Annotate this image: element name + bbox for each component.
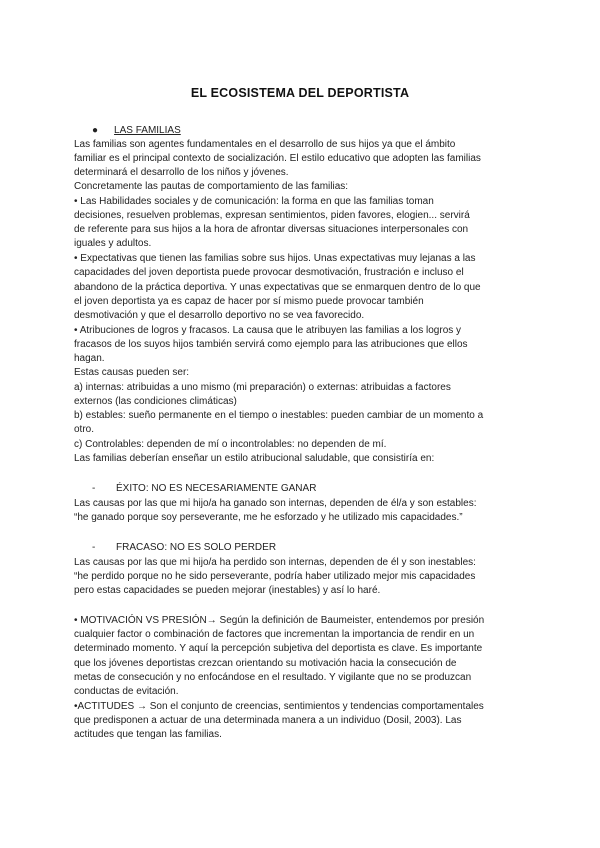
text-line: iguales y adultos. [74,238,152,249]
text-line: pero estas capacidades se pueden mejorar (inestables) y así lo haré. [74,585,381,596]
text-line: c) Controlables: dependen de mí o incontrolables: no dependen de mí. [74,439,387,450]
text-line: cualquier factor o combinación de factores que incrementan la importancia de rendir en un [74,629,475,640]
text-line: capacidades del joven deportista puede provocar desmotivación, frustración e incluso el [74,267,464,278]
text-line: Las familias son agentes fundamentales en el desarrollo de sus hijos ya que el ámbito [74,139,456,150]
text-line: Las familias deberían enseñar un estilo atribucional saludable, que consistiría en: [74,453,435,464]
text-line: que los jóvenes deportistas crezcan orientando su motivación hacia la consecución de [74,658,457,669]
text-line: Las causas por las que mi hijo/a ha perdido son internas, dependen de él y son inestables: [74,557,476,568]
page-title: EL ECOSISTEMA DEL DEPORTISTA [190,86,410,100]
text-line: actitudes que tengan las familias. [74,729,222,740]
text-line: hagan. [74,353,105,364]
text-line: b) estables: sueño permanente en el tiempo o inestables: pueden cambiar de un momento a [74,410,484,421]
text-line: a) internas: atribuidas a uno mismo (mi preparación) o externas: atribuidas a factores [74,382,451,393]
text-line: • MOTIVACIÓN VS PRESIÓN→ Según la definición de Baumeister, entendemos por presión [74,615,485,626]
text-line: abandono de la práctica deportiva. Y unas expectativas que se enmarquen dentro de lo que [74,282,481,293]
text-line: determinará el desarrollo de los niños y jóvenes. [74,167,289,178]
text-line: • Atribuciones de logros y fracasos. La causa que le atribuyen las familias a los logros y [74,325,462,336]
text-line: Concretamente las pautas de comportamiento de las familias: [74,181,349,192]
text-line: de referente para sus hijos a la hora de afrontar diversas situaciones interpersonales con [74,224,469,235]
text-line: que predisponen a actuar de una determinada manera a un individuo (Dosil, 2003). Las [74,715,462,726]
text-line: decisiones, resuelven problemas, expresan sentimientos, piden favores, elogien... servirá [74,210,470,221]
text-line: “he perdido porque no he sido perseverante, podría haber utilizado mejor mis capacidades [74,571,476,582]
section-heading-familias [92,124,181,138]
subheading-fracaso-text: FRACASO: NO ES SOLO PERDER [116,542,277,553]
text-line: metas de consecución y no enfocándose en el resultado. Y vigilante que no se produzcan [74,672,472,683]
text-line: “he ganado porque soy perseverante, me he esforzado y he utilizado mis capacidades.” [74,512,463,523]
subheading-fracaso [92,541,276,555]
subheading-exito [92,482,316,496]
dash-marker: - [92,542,96,553]
subheading-exito-text: ÉXITO: NO ES NECESARIAMENTE GANAR [116,483,317,494]
text-line: •ACTITUDES → Son el conjunto de creencias, sentimientos y tendencias comportamentales [74,701,484,712]
dash-marker: - [92,483,96,494]
text-line: • Las Habilidades sociales y de comunicación: la forma en que las familias toman [74,196,434,207]
text-line: fracasos de los suyos hijos también servirá como ejemplo para las atribuciones que ellos [74,339,468,350]
text-line: Las causas por las que mi hijo/a ha ganado son internas, dependen de él/a y son estables: [74,498,477,509]
section-heading-text: LAS FAMILIAS [114,125,181,136]
text-line: conductas de evitación. [74,686,179,697]
text-line: • Expectativas que tienen las familias sobre sus hijos. Unas expectativas muy lejanas a las [74,253,476,264]
text-line: el joven deportista ya es capaz de hacer por sí mismo puede provocar también [74,296,424,307]
text-line: determinado momento. Y aquí la percepción subjetiva del deportista es clave. Es importante [74,643,483,654]
text-line: externos (las condiciones climáticas) [74,396,237,407]
bullet-icon: ● [92,125,99,136]
text-line: otro. [74,424,95,435]
text-line: Estas causas pueden ser: [74,367,190,378]
text-line: familiar es el principal contexto de socialización. El estilo educativo que adopten las familias [74,153,481,164]
text-line: desmotivación y que el desarrollo deportivo no se vea favorecido. [74,310,365,321]
